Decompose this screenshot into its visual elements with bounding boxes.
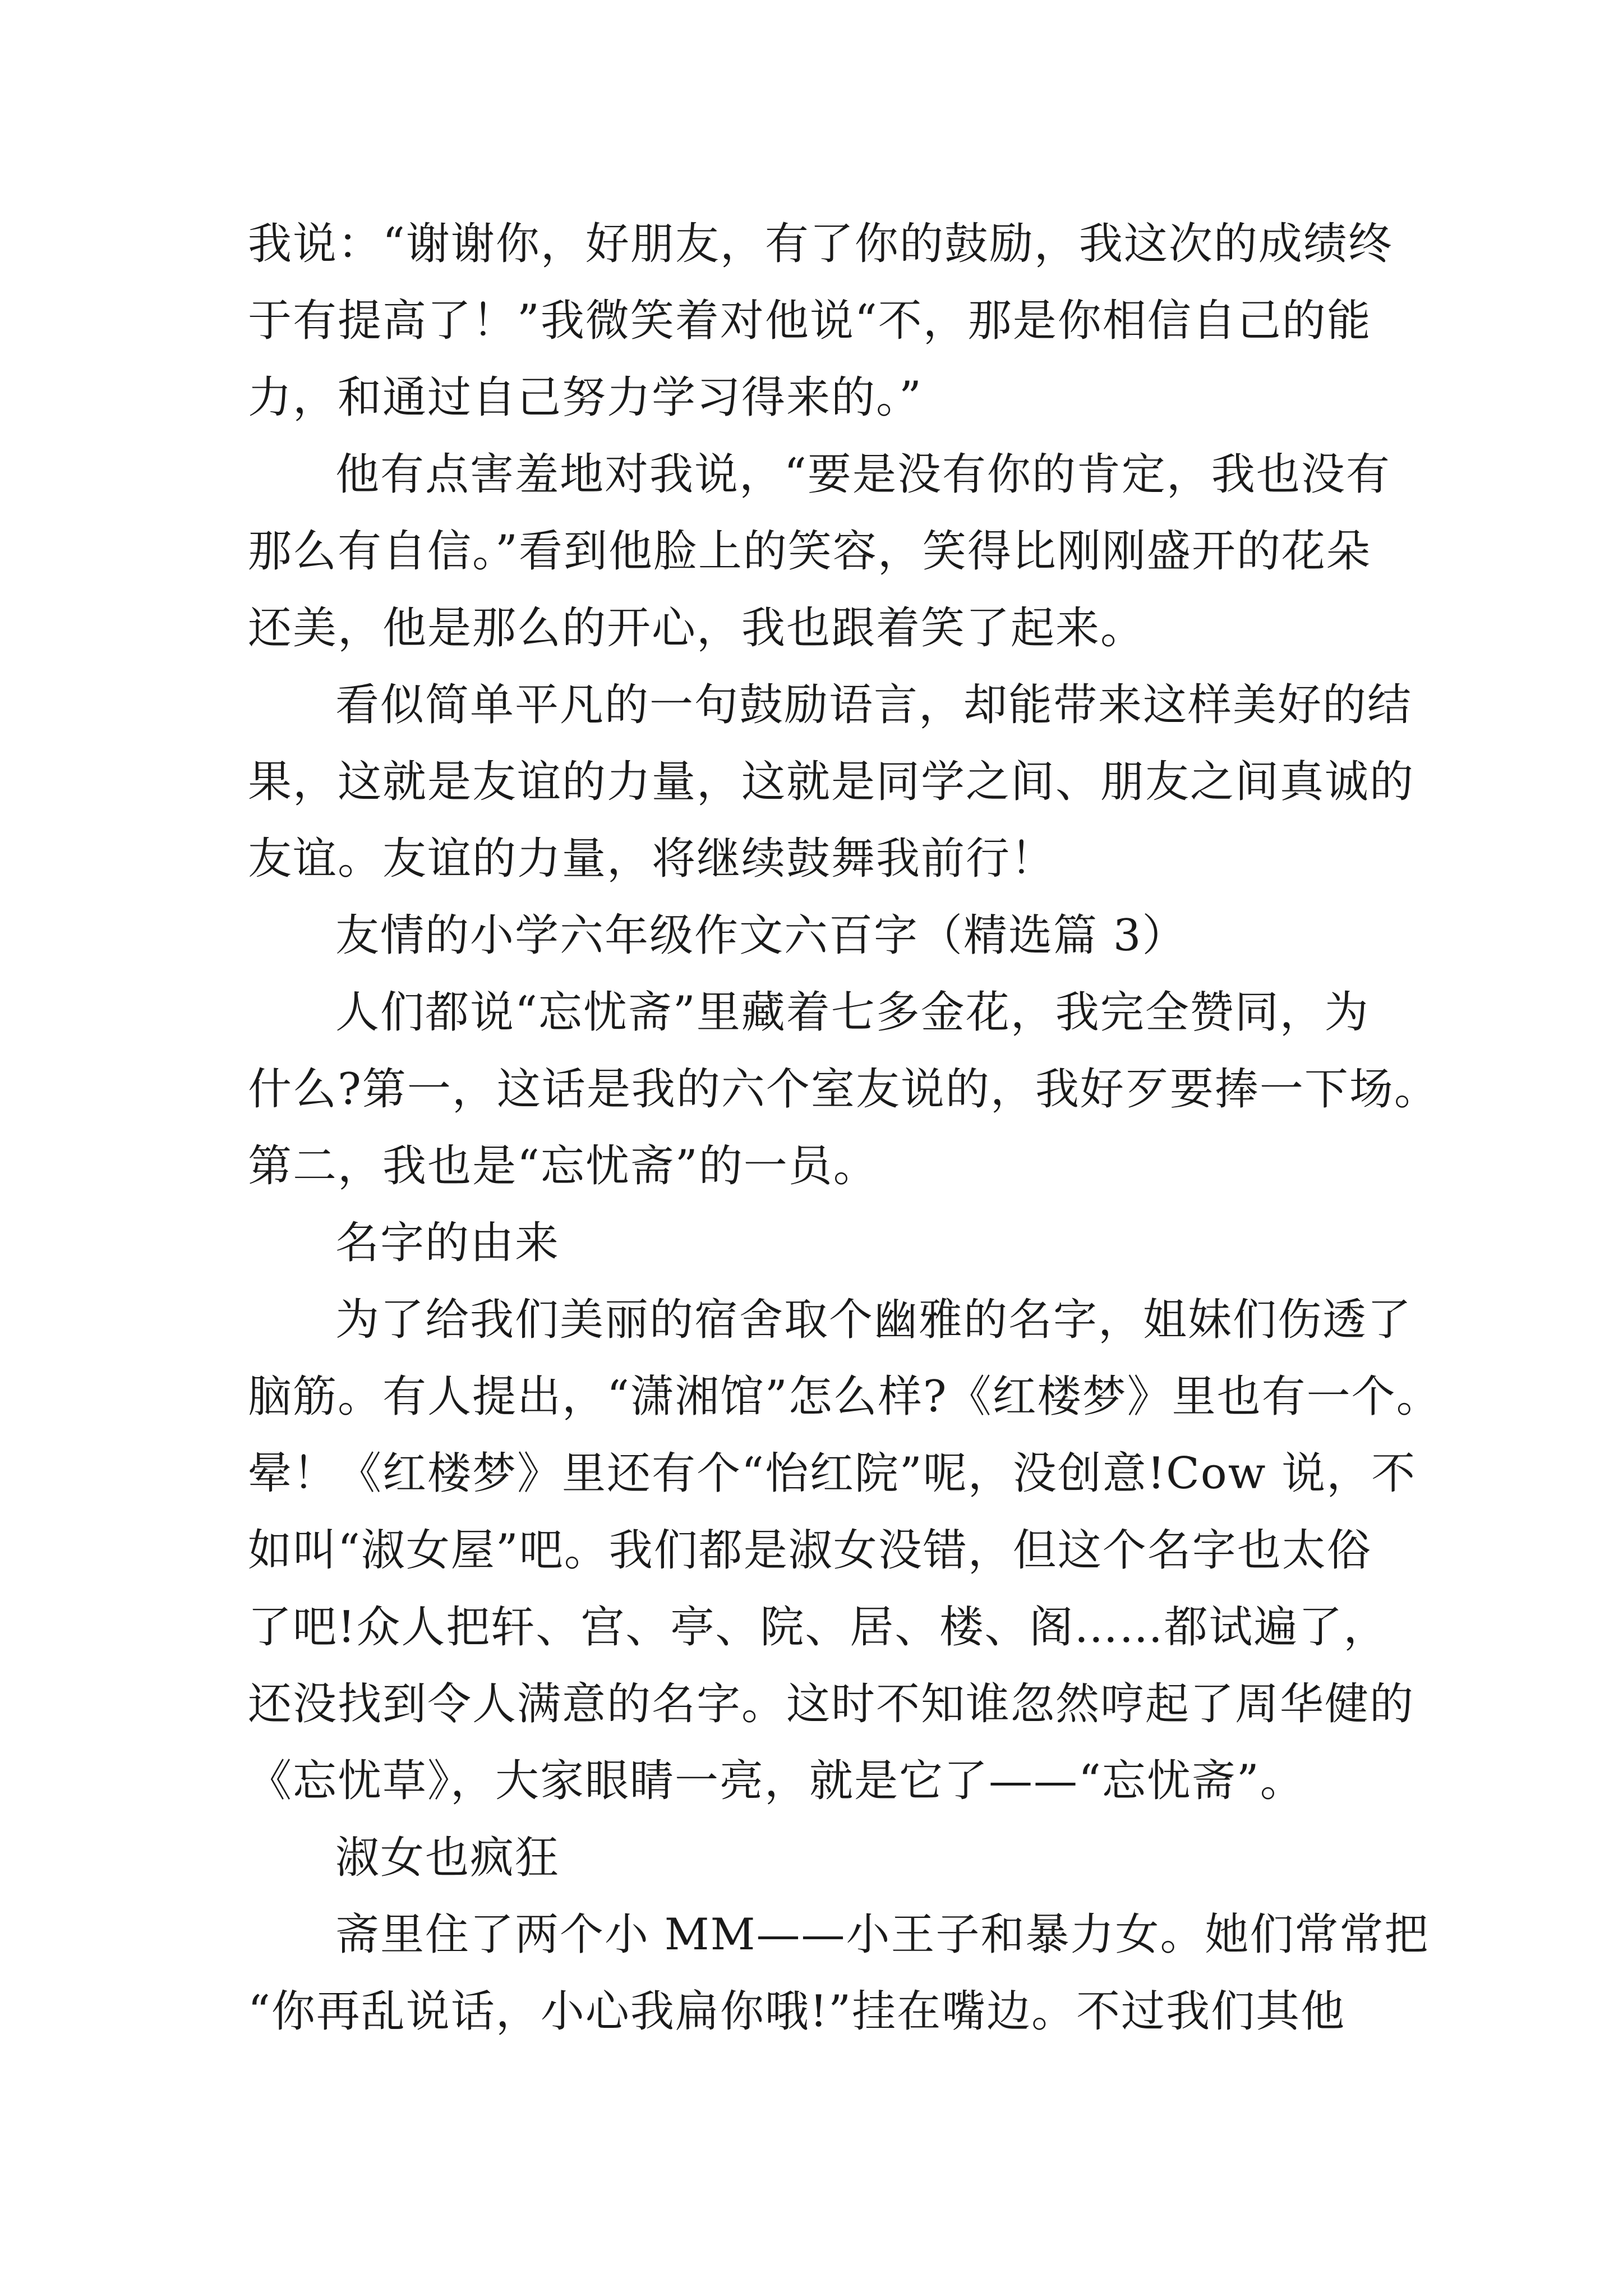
- text-line: 看似简单平凡的一句鼓励语言，却能带来这样美好的结: [335, 680, 1413, 730]
- text-line: 什么?第一，这话是我的六个室友说的，我好歹要捧一下场。: [248, 1064, 1439, 1115]
- text-line: 脑筋。有人提出，“潇湘馆”怎么样?《红楼梦》里也有一个。: [248, 1372, 1441, 1422]
- text-line: 友谊。友谊的力量，将继续鼓舞我前行！: [248, 834, 1056, 884]
- text-line: 那么有自信。”看到他脸上的笑容，笑得比刚刚盛开的花朵: [248, 526, 1371, 577]
- text-line: 晕！《红楼梦》里还有个“怡红院”呢，没创意!Cow 说，不: [248, 1448, 1417, 1499]
- text-line: 还美，他是那么的开心，我也跟着笑了起来。: [248, 603, 1146, 654]
- section-heading: 友情的小学六年级作文六百字（精选篇 3）: [335, 910, 1187, 961]
- text-line: 于有提高了！”我微笑着对他说“不，那是你相信自己的能: [248, 296, 1372, 346]
- text-line: “你再乱说话，小心我扁你哦!”挂在嘴边。不过我们其他: [248, 1986, 1346, 2037]
- text-line: 了吧!众人把轩、宫、亭、院、居、楼、阁……都试遍了，: [248, 1602, 1389, 1653]
- text-line: 《忘忧草》，大家眼睛一亮，就是它了——“忘忧斋”。: [248, 1756, 1305, 1806]
- text-line: 如叫“淑女屋”吧。我们都是淑女没错，但这个名字也太俗: [248, 1525, 1372, 1576]
- text-line: 人们都说“忘忧斋”里藏着七多金花，我完全赞同，为: [335, 987, 1370, 1038]
- text-line: 我说：“谢谢你，好朋友，有了你的鼓励，我这次的成绩终: [248, 219, 1393, 269]
- text-line: 为了给我们美丽的宿舍取个幽雅的名字，姐妹们伤透了: [335, 1295, 1413, 1345]
- subsection-heading: 淑女也疯狂: [335, 1833, 560, 1883]
- text-line: 还没找到令人满意的名字。这时不知谁忽然哼起了周华健的: [248, 1679, 1415, 1729]
- text-line: 他有点害羞地对我说，“要是没有你的肯定，我也没有: [335, 449, 1391, 500]
- text-line: 果，这就是友谊的力量，这就是同学之间、朋友之间真诚的: [248, 757, 1415, 807]
- text-line: 力，和通过自己努力学习得来的。”: [248, 372, 923, 423]
- text-line: 斋里住了两个小 MM——小王子和暴力女。她们常常把: [335, 1910, 1430, 1960]
- text-line: 第二，我也是“忘忧斋”的一员。: [248, 1141, 878, 1191]
- subsection-heading: 名字的由来: [335, 1218, 560, 1268]
